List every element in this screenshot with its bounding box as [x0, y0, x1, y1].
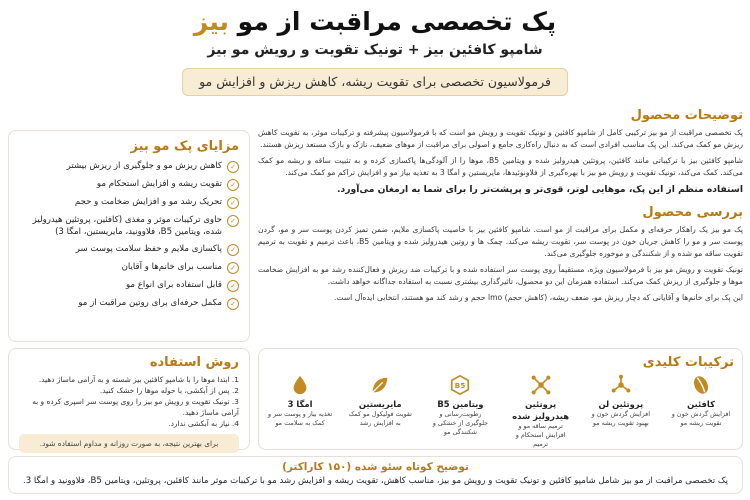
title-brand: بیز — [193, 7, 229, 36]
short-description-title: توضیح کوتاه سئو شده (۱۵۰ کاراکتر) — [282, 461, 469, 473]
ingredient-name: ویتامین B5 — [437, 399, 484, 409]
svg-text:B5: B5 — [455, 381, 466, 391]
ingredients-grid — [267, 374, 734, 449]
description-paragraph: شامپو کافئین بیز با ترکیباتی مانند کافئین، پروتئین هیدرولیز شده و ویتامین B5، موها را از آلودگی‌ها پاکسازی کرده و به تثبیت ساقه و ریشه مو کمک می‌کند. کمک می‌کند، تونیک تقویت و رویش مو بیز با بهره‌گیری از فلاونوئیدها، مایریستین و امگا 3 به تغذیه بیاز مو و افزایش تراکم مو کمک می‌کند. — [258, 155, 744, 178]
ingredient-desc: افزایش گردش خون و بهبود تقویت ریشه مو — [591, 410, 651, 427]
leaf-icon — [347, 374, 413, 396]
ingredient-name: کافئین — [687, 399, 715, 409]
description-paragraph: استفاده منظم از این پک، موهایی لوتر، قوی‌تر و پرپشت‌تر را برای شما به ارمغان می‌آورد. — [337, 183, 743, 195]
benefit-item — [19, 214, 239, 238]
header — [0, 6, 750, 96]
ingredient-item — [267, 374, 333, 449]
check-icon: ✓ — [227, 280, 239, 292]
benefit-item — [19, 279, 239, 292]
benefit-item — [19, 196, 239, 209]
ingredient-item — [427, 374, 493, 449]
ingredient-name: پروتئین هیدرولیز شده — [512, 399, 570, 421]
ingredient-item — [347, 374, 413, 449]
description-section — [258, 108, 743, 307]
coffee-bean-icon — [668, 374, 734, 396]
review-paragraph: پک مو بیز یک راهکار حرفه‌ای و مکمل برای مراقبت از مو است. شامپو کافئین بیز با خاصیت پاکسازی ملایم، ضمن تمیز کردن پوست سر و مو، گردن پوست سر و مو را کاهش جریان خون در پوست سر، تقویت ریشه می‌کند. چمک ها و روتین هیدرولیز شده و ویتامین B5، باعث ترمیم و تقویت به ترمیم تقویت ساقه مو شده و از شکنندگی و موخوره جلوگیری می‌کند. — [258, 224, 743, 259]
page-subtitle: شامپو کافئین بیز + تونیک تقویت و رویش مو بیز — [207, 42, 543, 58]
usage-tip: برای بهترین نتیجه، به صورت روزانه و مداوم استفاده شود. — [19, 434, 239, 453]
ingredient-desc: تغذیه بیاز و پوست سر و کمک به سلامت مو — [268, 410, 333, 427]
review-title: بررسی محصول — [642, 204, 743, 220]
benefit-text: کاهش ریزش مو و جلوگیری از ریزش بیشتر — [66, 161, 222, 171]
benefit-item — [19, 261, 239, 274]
drop-icon — [267, 374, 333, 396]
benefit-text: تقویت ریشه و افزایش استحکام مو — [96, 179, 222, 189]
benefit-item — [19, 160, 239, 173]
benefits-box — [8, 130, 250, 342]
ingredients-title: ترکیبات کلیدی — [642, 355, 734, 370]
benefit-text: مناسب برای خانم‌ها و آقایان — [121, 262, 222, 272]
description-paragraph: پک تخصصی مراقبت از مو بیز ترکیبی کامل از شامپو کافئین و تونیک تقویت و رویش مو است که با فرمولاسیون پیشرفته و ترکیبات موثر، به تقویت کاهش ریزش مو کمک می‌کند. این پک مناسب افرادی است که به دنبال راه‌کاری جامع و اصولی برای مراقبت از موهای ضعیف، نازک و بازک مستعد ریزش هستند. — [258, 128, 743, 150]
check-icon: ✓ — [227, 161, 239, 173]
check-icon: ✓ — [227, 262, 239, 274]
benefit-text: حاوی ترکیبات موثر و مغذی (کافئین، پروتئین هیدرولیز شده، ویتامین B5، فلاوونید، مایریستین، امگا 3) — [32, 215, 222, 237]
ingredient-name: مایریستین — [358, 399, 402, 409]
review-paragraph: این پک برای خانم‌ها و آقایانی که دچار ریزش مو، ضعف ریشه، (کاهش حجم) lmo حجم و رشد کند مو هستند، انتخابی ایده‌آل است. — [333, 292, 743, 302]
benefit-item — [19, 297, 239, 310]
ingredient-desc: رطوبت‌رسانی و جلوگیری از خشکی و شکنندگی مو — [432, 410, 489, 436]
benefit-text: قابل استفاده برای انواع مو — [125, 280, 222, 290]
molecule-icon — [508, 374, 574, 396]
description-title: توضیحات محصول — [630, 108, 743, 123]
review-paragraph: تونیک تقویت و رویش مو بیز با فرمولاسیون ویژه، مستقیماً روی پوست سر استفاده شده و با ترکیبات ضد ریزش و فعال‌کننده رشد مو به افزایش ضخامت موها و جلوگیری از ریزش کمک می‌کند. استفاده همزمان این دو محصول، تاثیرگذاری بیشتری نسبت به استفاده جداگانه خواهد داشت. — [258, 264, 743, 287]
formula-banner: فرمولاسیون تخصصی برای تقویت ریشه، کاهش ریزش و افزایش مو — [182, 68, 568, 96]
ingredient-item — [508, 374, 574, 449]
benefits-title: مزایای پک مو بیز — [130, 139, 239, 154]
benefit-item — [19, 243, 239, 256]
usage-step: 3. تونیک تقویت و رویش مو بیز را روی پوست سر اسپری کرده و به آرامی ماساژ دهید. — [32, 397, 239, 417]
short-description-text: پک تخصصی مراقبت از مو بیز شامل شامپو کافئین و تونیک تقویت و رویش مو بیز، مناسب کاهش، تقویت ریشه و افزایش رشد مو با ترکیبات موثر مانند کافئین، پروتئین، ویتامین B5، فلاوونید و امگا 3. — [22, 476, 728, 486]
usage-step: 4. نیاز به آبکشی ندارد. — [168, 419, 239, 428]
ingredients-box — [258, 348, 743, 450]
ingredient-name: پروتئین لن — [598, 399, 644, 409]
usage-box — [8, 348, 250, 450]
usage-step: 1. ابتدا موها را با شامپو کافئین بیز شسته و به آرامی ماساژ دهید. — [38, 375, 239, 384]
ingredient-item — [588, 374, 654, 449]
page-title — [0, 6, 750, 38]
ingredient-desc: ترمیم ساقه مو و افزایش استحکام و ترمیم — [515, 422, 566, 448]
benefit-text: تحریک رشد مو و افزایش ضخامت و حجم — [74, 197, 222, 207]
protein-molecule-icon — [588, 374, 654, 396]
usage-title: روش استفاده — [149, 355, 239, 370]
benefit-text: مکمل حرفه‌ای برای روتین مراقبت از مو — [78, 298, 222, 308]
usage-step: 2. پس از آبکشی، با حوله موها را خشک کنید. — [99, 386, 239, 395]
check-icon: ✓ — [227, 244, 239, 256]
ingredient-desc: افزایش گردش خون و تقویت ریشه مو — [671, 410, 731, 427]
ingredient-item — [668, 374, 734, 449]
b5-hexagon-icon — [427, 374, 493, 396]
check-icon: ✓ — [227, 298, 239, 310]
check-icon: ✓ — [227, 179, 239, 191]
check-icon: ✓ — [227, 197, 239, 209]
benefit-text: پاکسازی ملایم و حفظ سلامت پوست سر — [75, 244, 222, 254]
short-description-box — [8, 456, 743, 494]
ingredient-desc: تقویت فولیکول مو کمک به افزایش رشد — [348, 410, 412, 427]
title-main: پک تخصصی مراقبت از مو — [237, 7, 557, 36]
ingredient-name: امگا 3 — [287, 399, 313, 409]
benefit-item — [19, 178, 239, 191]
check-icon: ✓ — [227, 215, 239, 227]
